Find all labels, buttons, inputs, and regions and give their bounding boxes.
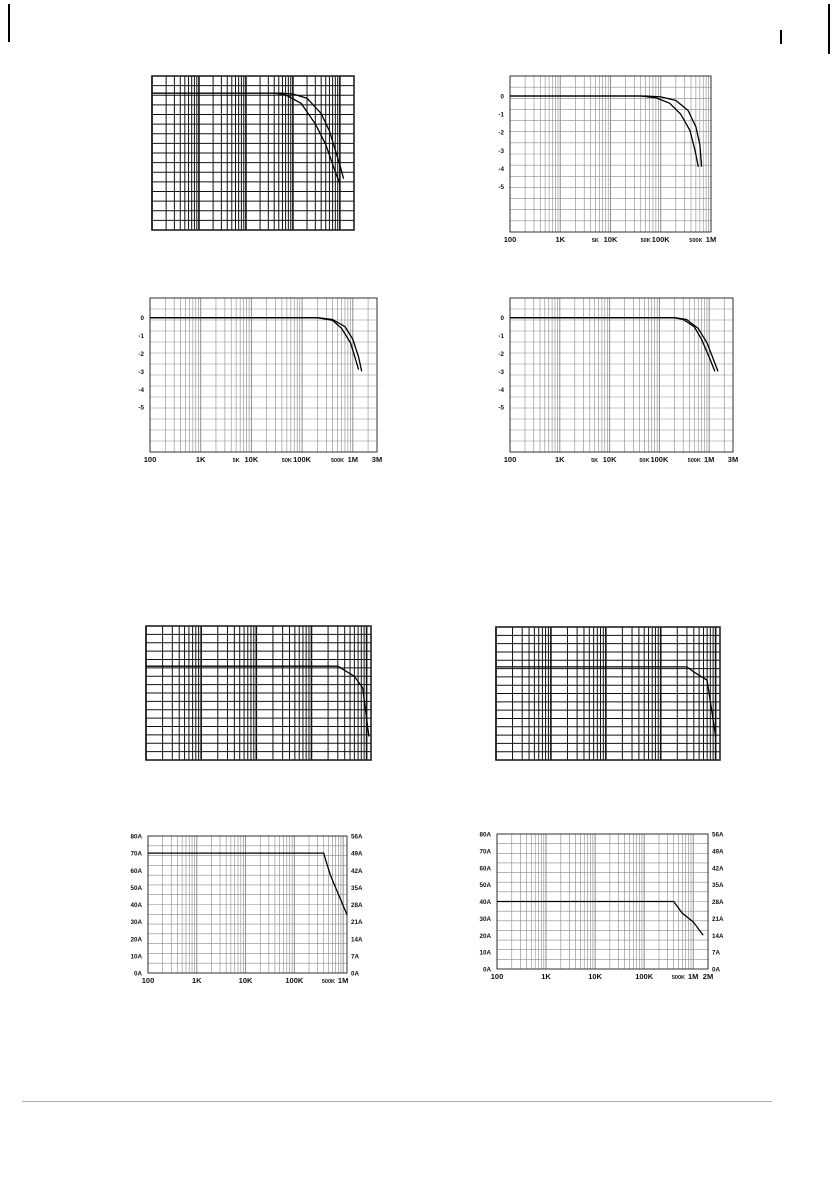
x-tick-label: 100K: [635, 972, 654, 981]
x-tick-label: 1K: [195, 455, 206, 464]
y2-tick-label: 28A: [351, 902, 363, 909]
series-line-2: [510, 318, 715, 372]
y-tick-label: -1: [498, 333, 504, 341]
series-line-1: [510, 96, 702, 167]
y-tick-label: 30A: [479, 915, 491, 923]
y-tick-label: 80A: [479, 831, 491, 839]
x-tick-label: 5K: [591, 458, 599, 464]
x-tick-label: 500K: [689, 238, 703, 244]
y-tick-label: -3: [498, 147, 504, 155]
y2-tick-label: 0A: [712, 966, 721, 974]
x-tick-label: 100: [143, 455, 157, 464]
y-tick-label: 20A: [479, 932, 491, 940]
crop-mark-left: [8, 4, 10, 42]
x-tick-label: 1K: [555, 455, 565, 464]
y-tick-label: -5: [498, 184, 504, 192]
crop-mark-right: [828, 4, 830, 54]
y-tick-label: -1: [138, 333, 144, 341]
x-tick-label: 1M: [337, 976, 349, 985]
x-tick-label: 50K: [639, 458, 650, 464]
x-tick-label: 100K: [650, 455, 669, 464]
x-tick-label: 100: [141, 976, 155, 985]
crop-mark-right-top: [780, 30, 782, 44]
y2-tick-label: 42A: [712, 865, 724, 873]
y-tick-label: 10A: [130, 953, 142, 961]
y-tick-label: 50A: [130, 884, 142, 892]
x-tick-label: 500K: [321, 979, 336, 985]
y2-tick-label: 42A: [351, 867, 363, 875]
y2-tick-label: 7A: [351, 953, 360, 961]
plot-frame: [146, 626, 371, 760]
x-tick-label: 500K: [330, 458, 345, 464]
x-tick-label: 3M: [371, 455, 383, 464]
x-tick-label: 10K: [238, 976, 253, 985]
y2-tick-label: 28A: [712, 899, 724, 906]
y-tick-label: 80A: [130, 833, 142, 841]
y-tick-label: -5: [498, 404, 504, 412]
y-tick-label: 40A: [479, 899, 491, 906]
plot-frame: [150, 298, 377, 452]
plot-frame: [148, 836, 347, 973]
x-tick-label: 1M: [347, 455, 359, 464]
y2-tick-label: 7A: [712, 949, 721, 957]
x-tick-label: 1K: [555, 235, 566, 244]
x-tick-label: 100: [503, 455, 517, 464]
y-tick-label: 60A: [479, 865, 491, 873]
x-tick-label: 100K: [651, 235, 670, 244]
y-tick-label: -4: [138, 386, 144, 394]
plot-frame: [510, 298, 733, 452]
y-tick-label: -1: [498, 111, 504, 119]
x-tick-label: 100K: [293, 455, 312, 464]
y-tick-label: 20A: [130, 936, 142, 944]
x-tick-label: 10K: [603, 235, 618, 244]
series-line-1: [497, 902, 703, 936]
y-tick-label: 70A: [130, 850, 142, 858]
series-line-1: [150, 318, 362, 372]
y-tick-label: 30A: [130, 919, 142, 927]
series-line-1: [152, 93, 344, 179]
y2-tick-label: 21A: [351, 919, 363, 927]
y2-tick-label: 56A: [351, 833, 363, 841]
y-tick-label: 60A: [130, 867, 142, 875]
y2-tick-label: 35A: [351, 884, 363, 892]
x-tick-label: 500K: [671, 975, 686, 981]
y2-tick-label: 14A: [351, 936, 363, 944]
y-tick-label: -3: [138, 368, 144, 376]
x-tick-label: 10K: [602, 455, 617, 464]
y-tick-label: 0: [140, 315, 144, 323]
y2-tick-label: 49A: [351, 850, 363, 858]
x-tick-label: 100K: [285, 976, 304, 985]
x-tick-label: 50K: [281, 458, 292, 464]
y2-tick-label: 21A: [712, 915, 724, 923]
y2-tick-label: 49A: [712, 848, 724, 856]
y-tick-label: -4: [498, 386, 504, 394]
x-tick-label: 1M: [704, 455, 715, 464]
y-tick-label: -4: [498, 166, 504, 174]
y-tick-label: -2: [498, 129, 504, 137]
y-tick-label: -2: [138, 351, 144, 359]
footer-divider: [22, 1101, 772, 1102]
series-line-1: [146, 666, 369, 736]
series-line-2: [152, 93, 340, 184]
y2-tick-label: 56A: [712, 831, 724, 839]
y2-tick-label: 35A: [712, 882, 724, 890]
series-line-1: [510, 318, 718, 372]
y-tick-label: 50A: [479, 882, 491, 890]
plot-frame: [510, 76, 711, 232]
y-tick-label: 0: [500, 315, 504, 323]
y-tick-label: -2: [498, 351, 504, 359]
y-tick-label: 10A: [479, 949, 491, 957]
x-tick-label: 1M: [688, 972, 699, 981]
x-tick-label: 1K: [191, 976, 202, 985]
y-tick-label: -3: [498, 368, 504, 376]
x-tick-label: 10K: [244, 455, 259, 464]
series-line-2: [510, 96, 698, 167]
series-line-2: [150, 318, 359, 370]
x-tick-label: 1M: [705, 235, 717, 244]
y2-tick-label: 14A: [712, 932, 724, 940]
plot-frame: [152, 76, 354, 230]
y-tick-label: 40A: [130, 902, 142, 909]
y-tick-label: 0: [500, 93, 504, 101]
x-tick-label: 2M: [702, 972, 714, 981]
x-tick-label: 100: [490, 972, 504, 981]
series-line-1: [148, 853, 347, 915]
x-tick-label: 3M: [727, 455, 739, 464]
y2-tick-label: 0A: [351, 970, 360, 978]
x-tick-label: 10K: [588, 972, 602, 981]
x-tick-label: 50K: [640, 238, 651, 244]
plot-frame: [497, 834, 708, 969]
y-tick-label: 70A: [479, 848, 491, 856]
x-tick-label: 5K: [591, 238, 599, 244]
x-tick-label: 1K: [541, 972, 551, 981]
series-line-1: [496, 667, 716, 737]
x-tick-label: 500K: [687, 458, 701, 464]
y-tick-label: 0A: [133, 970, 142, 978]
x-tick-label: 5K: [232, 458, 240, 464]
y-tick-label: -5: [138, 404, 144, 412]
y-tick-label: 0A: [482, 966, 491, 974]
x-tick-label: 100: [503, 235, 517, 244]
plot-frame: [496, 627, 720, 760]
